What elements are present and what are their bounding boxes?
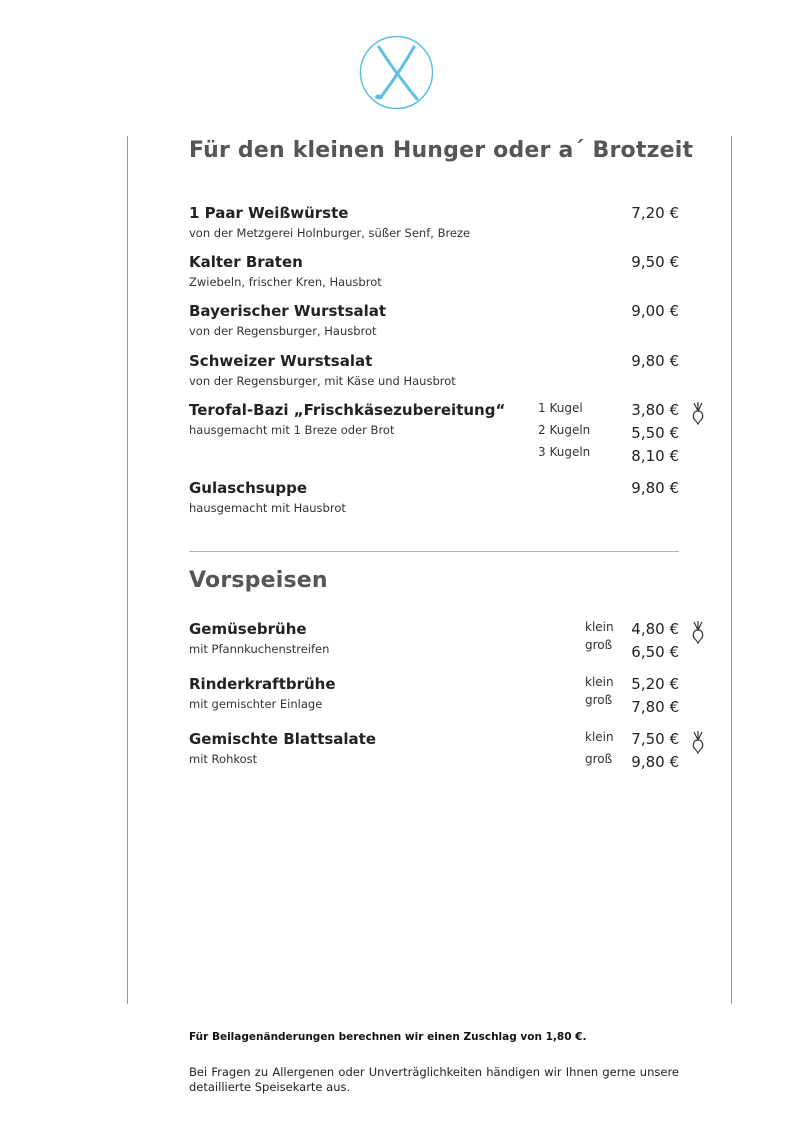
item-name: Schweizer Wurstsalat [189,352,373,370]
item-description: hausgemacht mit Hausbrot [189,501,346,515]
vegetarian-beet-icon [690,620,706,644]
item-description: hausgemacht mit 1 Breze oder Brot [189,423,395,437]
section-title-brotzeit: Für den kleinen Hunger oder a´ Brotzeit [189,138,694,163]
size-label: groß [585,752,613,766]
size-label: klein [585,620,614,634]
item-price: 5,50 € [631,424,679,442]
vegetarian-beet-icon [690,401,706,425]
item-price: 9,80 € [631,753,679,771]
item-price: 9,80 € [631,479,679,497]
item-description: mit Rohkost [189,752,258,766]
size-label: groß [585,638,613,652]
item-name: Gulaschsuppe [189,479,308,497]
size-label: 3 Kugeln [538,445,591,459]
item-name: Kalter Braten [189,253,303,271]
item-name: 1 Paar Weißwürste [189,204,349,222]
item-price: 9,80 € [631,352,679,370]
item-price: 8,10 € [631,447,679,465]
item-price: 9,50 € [631,253,679,271]
item-name: Gemüsebrühe [189,620,307,638]
item-description: mit gemischter Einlage [189,697,323,711]
item-description: Zwiebeln, frischer Kren, Hausbrot [189,275,382,289]
menu-item [189,675,689,735]
section-title-vorspeisen: Vorspeisen [189,568,328,593]
item-description: von der Regensburger, Hausbrot [189,324,377,338]
size-label: klein [585,730,614,744]
item-price: 7,20 € [631,204,679,222]
item-price: 7,50 € [631,730,679,748]
item-name: Gemischte Blattsalate [189,730,377,748]
item-price: 6,50 € [631,643,679,661]
size-label: 1 Kugel [538,401,583,415]
size-label: 2 Kugeln [538,423,591,437]
item-price: 3,80 € [631,401,679,419]
surcharge-note: Für Beilagenänderungen berechnen wir einen Zuschlag von 1,80 €. [189,1031,587,1043]
menu-item [189,479,689,539]
item-description: von der Metzgerei Holnburger, süßer Senf, Breze [189,226,471,240]
size-label: klein [585,675,614,689]
menu-item [189,730,689,790]
vegetarian-beet-icon [690,730,706,754]
item-description: von der Regensburger, mit Käse und Hausbrot [189,374,456,388]
size-label: groß [585,693,613,707]
crossed-cutlery-logo-icon [359,35,434,110]
item-price: 7,80 € [631,698,679,716]
item-price: 5,20 € [631,675,679,693]
right-border-line [731,136,732,1004]
item-price: 9,00 € [631,302,679,320]
menu-item [189,620,689,680]
allergen-info: Bei Fragen zu Allergenen oder Unverträglichkeiten händigen wir Ihnen gerne unsere detaillierte Speisekarte aus. [189,1065,679,1094]
left-border-line [127,136,128,1004]
item-name: Rinderkraftbrühe [189,675,336,693]
item-description: mit Pfannkuchenstreifen [189,642,330,656]
item-name: Terofal-Bazi „Frischkäsezubereitung“ [189,401,506,419]
section-divider [189,551,679,552]
item-price: 4,80 € [631,620,679,638]
menu-item [189,401,689,471]
item-name: Bayerischer Wurstsalat [189,302,387,320]
